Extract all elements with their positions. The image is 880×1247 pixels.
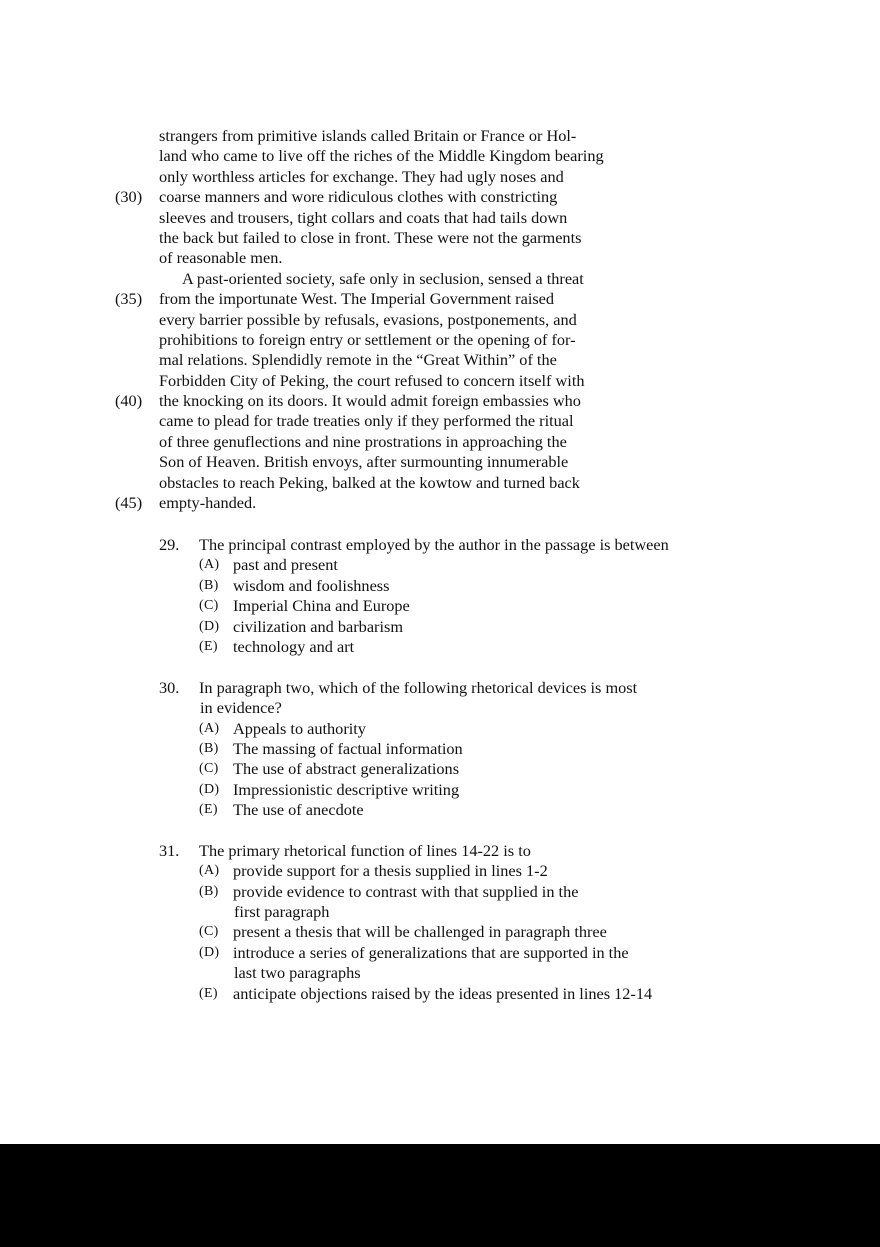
passage-line [0, 208, 880, 228]
passage-line [0, 187, 880, 207]
answer-option[interactable] [0, 617, 880, 637]
passage-line-text: Son of Heaven. British envoys, after surmounting innumerable [159, 452, 569, 472]
question-stem-text: in evidence? [200, 698, 282, 718]
option-letter: (E) [199, 985, 218, 1001]
option-text: wisdom and foolishness [233, 575, 390, 595]
answer-option[interactable] [0, 637, 880, 657]
option-text: provide support for a thesis supplied in lines 1-2 [233, 861, 548, 881]
line-number: (45) [115, 493, 143, 513]
passage-line [0, 473, 880, 493]
passage-line [0, 452, 880, 472]
answer-option[interactable] [0, 759, 880, 779]
option-text: technology and art [233, 636, 355, 656]
passage-line [0, 432, 880, 452]
question-stem-text: The primary rhetorical function of lines 14-22 is to [199, 840, 531, 860]
option-letter: (B) [199, 577, 219, 593]
option-letter: (E) [199, 638, 218, 654]
passage-line-text: of reasonable men. [159, 248, 283, 268]
option-text: The massing of factual information [233, 738, 463, 758]
passage-line [0, 350, 880, 370]
line-number: (30) [115, 187, 143, 207]
passage-line-text: A past-oriented society, safe only in seclusion, sensed a threat [182, 268, 584, 288]
passage-line [0, 126, 880, 146]
passage-line [0, 391, 880, 411]
option-text: provide evidence to contrast with that supplied in the [233, 881, 579, 901]
question-number: 30. [159, 677, 180, 697]
answer-option[interactable] [0, 800, 880, 820]
answer-option[interactable] [0, 780, 880, 800]
option-text: The use of anecdote [233, 800, 364, 820]
passage-line [0, 167, 880, 187]
passage-line [0, 371, 880, 391]
answer-option[interactable] [0, 984, 880, 1004]
question-stem-text: In paragraph two, which of the following rhetorical devices is most [199, 677, 638, 697]
option-letter: (D) [199, 944, 220, 960]
passage-line-text: coarse manners and wore ridiculous clothes with constricting [159, 187, 558, 207]
option-letter: (D) [199, 618, 220, 634]
question-stem-line [0, 678, 880, 698]
passage-line-text: of three genuflections and nine prostrations in approaching the [159, 431, 567, 451]
question-number: 29. [159, 535, 180, 554]
question-stem-line [0, 841, 880, 861]
passage-line-text: empty-handed. [159, 493, 257, 513]
option-letter: (A) [199, 863, 220, 879]
passage-line-text: Forbidden City of Peking, the court refused to concern itself with [159, 370, 585, 390]
passage-line-text: came to plead for trade treaties only if they performed the ritual [159, 411, 574, 431]
passage-line [0, 146, 880, 166]
passage-line-text: every barrier possible by refusals, evasions, postponements, and [159, 309, 577, 329]
passage-line-text: prohibitions to foreign entry or settlement or the opening of for- [159, 329, 576, 349]
answer-option[interactable] [0, 882, 880, 902]
answer-option[interactable] [0, 596, 880, 616]
option-text: past and present [233, 555, 338, 575]
option-text: first paragraph [234, 902, 330, 922]
option-letter: (E) [199, 802, 218, 818]
option-text: Imperial China and Europe [233, 596, 410, 616]
passage-line [0, 228, 880, 248]
passage-line-text: the back but failed to close in front. These were not the garments [159, 227, 582, 247]
question-stem-line [0, 698, 880, 718]
passage-line [0, 493, 880, 513]
passage-line-text: the knocking on its doors. It would admit foreign embassies who [159, 391, 581, 411]
answer-option[interactable] [0, 963, 880, 983]
passage-line-text: from the importunate West. The Imperial Government raised [159, 289, 555, 309]
passage-line [0, 411, 880, 431]
passage-line [0, 248, 880, 268]
option-text: Impressionistic descriptive writing [233, 779, 460, 799]
line-number: (40) [115, 391, 143, 411]
question-31 [0, 841, 880, 1004]
question-list [0, 535, 880, 1024]
passage-line-text: strangers from primitive islands called Britain or France or Hol- [159, 126, 577, 145]
option-letter: (C) [199, 924, 219, 940]
option-letter: (C) [199, 761, 219, 777]
answer-option[interactable] [0, 739, 880, 759]
passage-line [0, 289, 880, 309]
bottom-black-band [0, 1144, 880, 1247]
question-29 [0, 535, 880, 657]
passage-line-text: obstacles to reach Peking, balked at the kowtow and turned back [159, 472, 580, 492]
answer-option[interactable] [0, 861, 880, 881]
question-stem-line [0, 535, 880, 555]
reading-passage [0, 126, 880, 513]
option-letter: (A) [199, 720, 220, 736]
answer-option[interactable] [0, 576, 880, 596]
answer-option[interactable] [0, 943, 880, 963]
option-text: civilization and barbarism [233, 616, 403, 636]
option-text: last two paragraphs [234, 963, 361, 983]
option-text: introduce a series of generalizations that are supported in the [233, 942, 629, 962]
option-letter: (D) [199, 781, 220, 797]
answer-option[interactable] [0, 719, 880, 739]
passage-line-text: sleeves and trousers, tight collars and coats that had tails down [159, 207, 568, 227]
option-text: present a thesis that will be challenged in paragraph three [233, 922, 607, 942]
line-number: (35) [115, 289, 143, 309]
passage-line [0, 310, 880, 330]
passage-line [0, 269, 880, 289]
passage-line-text: mal relations. Splendidly remote in the “Great Within” of the [159, 350, 557, 370]
passage-line-text: land who came to live off the riches of the Middle Kingdom bearing [159, 146, 604, 166]
answer-option[interactable] [0, 555, 880, 575]
option-text: anticipate objections raised by the ideas presented in lines 12-14 [233, 983, 653, 1003]
question-number: 31. [159, 840, 180, 860]
option-text: The use of abstract generalizations [233, 759, 460, 779]
option-letter: (C) [199, 598, 219, 614]
option-letter: (B) [199, 883, 219, 899]
option-text: Appeals to authority [233, 718, 366, 738]
option-letter: (B) [199, 740, 219, 756]
passage-line [0, 330, 880, 350]
passage-line-text: only worthless articles for exchange. They had ugly noses and [159, 166, 564, 186]
answer-option[interactable] [0, 922, 880, 942]
option-letter: (A) [199, 557, 220, 573]
question-stem-text: The principal contrast employed by the author in the passage is between [199, 535, 669, 554]
answer-option[interactable] [0, 902, 880, 922]
question-30 [0, 678, 880, 821]
